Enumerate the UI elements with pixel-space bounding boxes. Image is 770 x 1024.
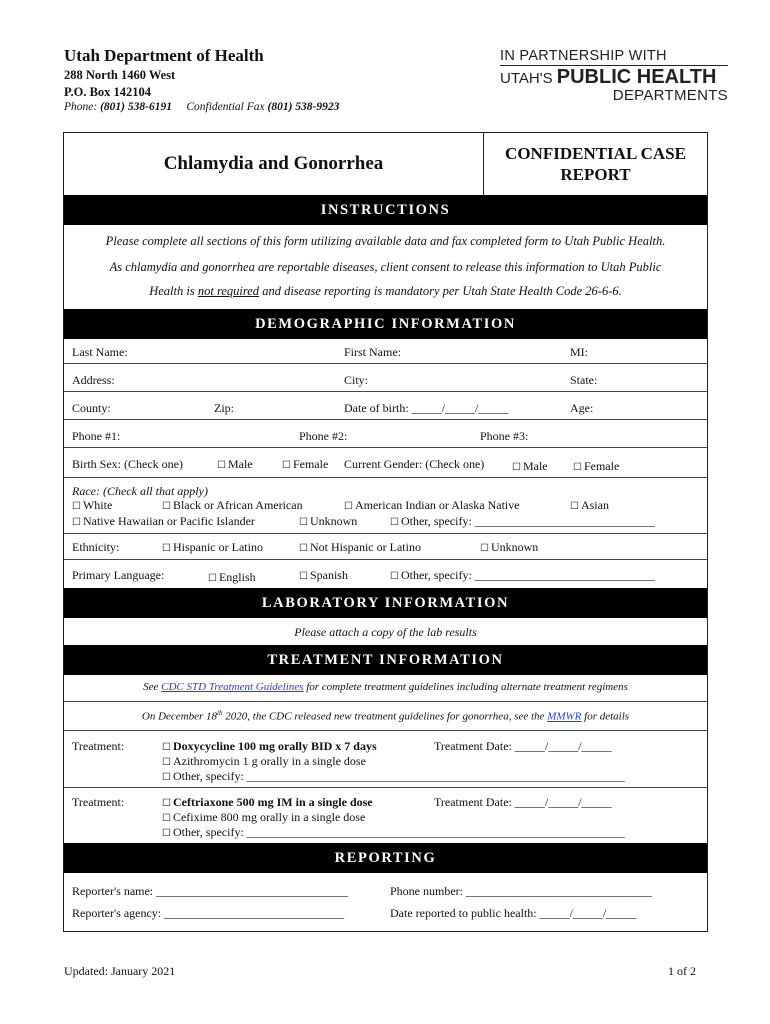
checkbox-icon: ☐ [390, 517, 399, 528]
race-amind-checkbox[interactable] [344, 498, 520, 513]
age-field[interactable]: Age: [570, 401, 594, 415]
county-field[interactable]: County: [72, 401, 111, 415]
black-text: Black or African American [172, 498, 303, 512]
phone3-field[interactable]: Phone #3: [480, 429, 529, 443]
dec-sup-text: th [217, 709, 223, 717]
lab-note: Please attach a copy of the lab results [294, 625, 477, 639]
checkbox-icon: ☐ [344, 501, 353, 512]
language-spanish-checkbox[interactable] [299, 568, 348, 583]
treatment-label-2: Treatment: [72, 795, 125, 809]
dec-post-text: for details [581, 710, 630, 723]
checkbox-icon: ☐ [570, 501, 579, 512]
instructions-line-1: Please complete all sections of this form utilizing available data and fax completed form to Utah Public Health. [105, 234, 666, 248]
race-black-checkbox[interactable] [162, 498, 303, 513]
last-name-field[interactable]: Last Name: [72, 345, 128, 359]
phone2-field[interactable]: Phone #2: [299, 429, 348, 443]
see-pre-text: See [143, 681, 162, 693]
logo-line-2a: UTAH'S [500, 70, 553, 87]
ceftriaxone-text: Ceftriaxone 500 mg IM in a single dose [172, 795, 373, 809]
checkbox-icon: ☐ [162, 828, 171, 839]
male-text: Male [227, 457, 253, 471]
instructions-line-3 [64, 284, 707, 299]
birth-sex-male-checkbox[interactable] [217, 457, 253, 472]
row-divider [64, 533, 707, 534]
row-divider [64, 447, 707, 448]
ethnicity-hispanic-checkbox[interactable] [162, 540, 263, 555]
race-nhpi-checkbox[interactable] [72, 514, 255, 529]
cefixime-checkbox[interactable] [162, 810, 365, 825]
race-label: Race: (Check all that apply) [72, 484, 208, 498]
eth-unknown-text: Unknown [490, 540, 539, 554]
first-name-field[interactable]: First Name: [344, 345, 401, 359]
birth-sex-female-checkbox[interactable] [282, 457, 328, 472]
race-other-checkbox[interactable] [390, 514, 655, 529]
section-treatment: TREATMENT INFORMATION [64, 645, 707, 675]
fax-number: (801) 538-9923 [267, 101, 340, 113]
nhpi-text: Native Hawaiian or Pacific Islander [82, 514, 255, 528]
logo-line-2 [500, 68, 728, 88]
phone1-field[interactable]: Phone #1: [72, 429, 121, 443]
ethnicity-unknown-checkbox[interactable] [480, 540, 538, 555]
checkbox-icon: ☐ [208, 573, 217, 584]
row-divider [64, 787, 707, 788]
not-hispanic-text: Not Hispanic or Latino [309, 540, 421, 554]
reporter-agency-field[interactable]: Reporter's agency: ______________________________ [72, 906, 345, 920]
form-frame [63, 132, 708, 932]
checkbox-icon: ☐ [573, 462, 582, 473]
current-gender-label: Current Gender: (Check one) [344, 457, 485, 471]
instructions-line-3a: Health is [149, 284, 198, 298]
language-label: Primary Language: [72, 568, 165, 582]
confidential-label [484, 133, 707, 195]
t2-other-text: Other, specify: _______________________________________________________________ [172, 825, 625, 839]
section-demographic: DEMOGRAPHIC INFORMATION [64, 309, 707, 339]
amind-text: American Indian or Alaska Native [354, 498, 520, 512]
treatment-date-1[interactable]: Treatment Date: _____/_____/_____ [434, 739, 612, 753]
ethnicity-label: Ethnicity: [72, 540, 120, 554]
phone-number: (801) 538-6191 [100, 101, 172, 113]
asian-text: Asian [580, 498, 609, 512]
address-line-2: P.O. Box 142104 [64, 85, 152, 99]
lang-other-text: Other, specify: ______________________________ [400, 568, 655, 582]
checkbox-icon: ☐ [162, 742, 171, 753]
race-unknown-checkbox[interactable] [299, 514, 357, 529]
race-asian-checkbox[interactable] [570, 498, 609, 513]
t1-other-text: Other, specify: _______________________________________________________________ [172, 769, 625, 783]
checkbox-icon: ☐ [512, 462, 521, 473]
mi-field[interactable]: MI: [570, 345, 588, 359]
female-text: Female [292, 457, 329, 471]
checkbox-icon: ☐ [480, 543, 489, 554]
form-title: Chlamydia and Gonorrhea [64, 133, 484, 195]
language-other-checkbox[interactable] [390, 568, 655, 583]
row-divider [64, 391, 707, 392]
gender-male-checkbox[interactable] [512, 459, 548, 474]
female-text: Female [583, 459, 620, 473]
ceftriaxone-checkbox[interactable] [162, 795, 373, 810]
cefixime-text: Cefixime 800 mg orally in a single dose [172, 810, 366, 824]
doxycycline-checkbox[interactable] [162, 739, 377, 754]
checkbox-icon: ☐ [162, 543, 171, 554]
checkbox-icon: ☐ [162, 757, 171, 768]
fax-label: Confidential Fax [186, 101, 265, 113]
instructions-line-3b: and disease reporting is mandatory per Utah State Health Code 26-6-6. [259, 284, 622, 298]
azithromycin-checkbox[interactable] [162, 754, 366, 769]
logo-line-1: IN PARTNERSHIP WITH [500, 48, 667, 64]
spanish-text: Spanish [309, 568, 348, 582]
checkbox-icon: ☐ [72, 501, 81, 512]
not-required-text: not required [197, 284, 260, 298]
organization-name: Utah Department of Health [64, 46, 264, 65]
instructions-line-2: As chlamydia and gonorrhea are reportable diseases, client consent to release this information to Utah Public [109, 260, 662, 274]
state-field[interactable]: State: [570, 373, 598, 387]
treatment-1-other-checkbox[interactable] [162, 769, 625, 784]
row-divider [64, 419, 707, 420]
birth-sex-label [72, 457, 183, 472]
checkbox-icon: ☐ [162, 501, 171, 512]
confidential-line-1: CONFIDENTIAL CASE [505, 144, 686, 163]
mmwr-link[interactable]: MMWR [547, 710, 582, 723]
race-white-checkbox[interactable] [72, 498, 112, 513]
logo-line-3: DEPARTMENTS [612, 87, 728, 104]
see-post-text: for complete treatment guidelines including alternate treatment regimens [303, 681, 628, 693]
partnership-logo [500, 48, 728, 103]
unknown-text: Unknown [309, 514, 358, 528]
english-text: English [218, 570, 256, 584]
checkbox-icon: ☐ [162, 813, 171, 824]
treatment-2-other-checkbox[interactable] [162, 825, 625, 840]
row-divider [64, 730, 707, 731]
treatment-label-1: Treatment: [72, 739, 125, 753]
row-divider [64, 559, 707, 560]
other-specify-text: Other, specify: ______________________________ [400, 514, 655, 528]
checkbox-icon: ☐ [299, 517, 308, 528]
address-field[interactable]: Address: [72, 373, 115, 387]
checkbox-icon: ☐ [217, 460, 226, 471]
dob-field[interactable]: Date of birth: _____/_____/_____ [344, 401, 509, 415]
reporter-name-field[interactable]: Reporter's name: ________________________________ [72, 884, 349, 898]
checkbox-icon: ☐ [282, 460, 291, 471]
address-line-1: 288 North 1460 West [64, 68, 176, 82]
doxycycline-text: Doxycycline 100 mg orally BID x 7 days [172, 739, 377, 753]
december-update-note [64, 709, 707, 723]
checkbox-icon: ☐ [299, 571, 308, 582]
azithromycin-text: Azithromycin 1 g orally in a single dose [172, 754, 366, 768]
zip-field[interactable]: Zip: [214, 401, 234, 415]
phone-label: Phone: [64, 101, 98, 113]
row-divider [64, 363, 707, 364]
section-instructions: INSTRUCTIONS [64, 195, 707, 225]
city-field[interactable]: City: [344, 373, 369, 387]
cdc-guidelines-link[interactable]: CDC STD Treatment Guidelines [161, 681, 304, 693]
white-text: White [82, 498, 113, 512]
dec-mid-text: 2020, the CDC released new treatment guidelines for gonorrhea, see the [222, 710, 548, 723]
reporter-phone-field[interactable]: Phone number: _______________________________ [390, 884, 652, 898]
hispanic-text: Hispanic or Latino [172, 540, 263, 554]
section-laboratory: LABORATORY INFORMATION [64, 588, 707, 618]
date-reported-field[interactable]: Date reported to public health: _____/_____/_____ [390, 906, 637, 920]
ethnicity-not-hispanic-checkbox[interactable] [299, 540, 421, 555]
checkbox-icon: ☐ [390, 571, 399, 582]
male-text: Male [522, 459, 548, 473]
cdc-guidelines-note [64, 681, 707, 693]
row-divider [64, 701, 707, 702]
dec-pre-text: On December 18 [141, 710, 218, 723]
page-number: 1 of 2 [668, 964, 696, 978]
confidential-line-2: REPORT [560, 165, 631, 184]
gender-female-checkbox[interactable] [573, 459, 619, 474]
contact-line [64, 101, 339, 113]
row-divider [64, 477, 707, 478]
logo-line-2b: PUBLIC HEALTH [556, 66, 717, 88]
checkbox-icon: ☐ [162, 772, 171, 783]
language-english-checkbox[interactable] [208, 570, 256, 585]
treatment-date-2[interactable]: Treatment Date: _____/_____/_____ [434, 795, 612, 809]
checkbox-icon: ☐ [299, 543, 308, 554]
section-reporting: REPORTING [64, 843, 707, 873]
updated-date: Updated: January 2021 [64, 964, 176, 978]
birth-sex-text: Birth Sex: (Check one) [72, 457, 183, 471]
checkbox-icon: ☐ [162, 798, 171, 809]
checkbox-icon: ☐ [72, 517, 81, 528]
